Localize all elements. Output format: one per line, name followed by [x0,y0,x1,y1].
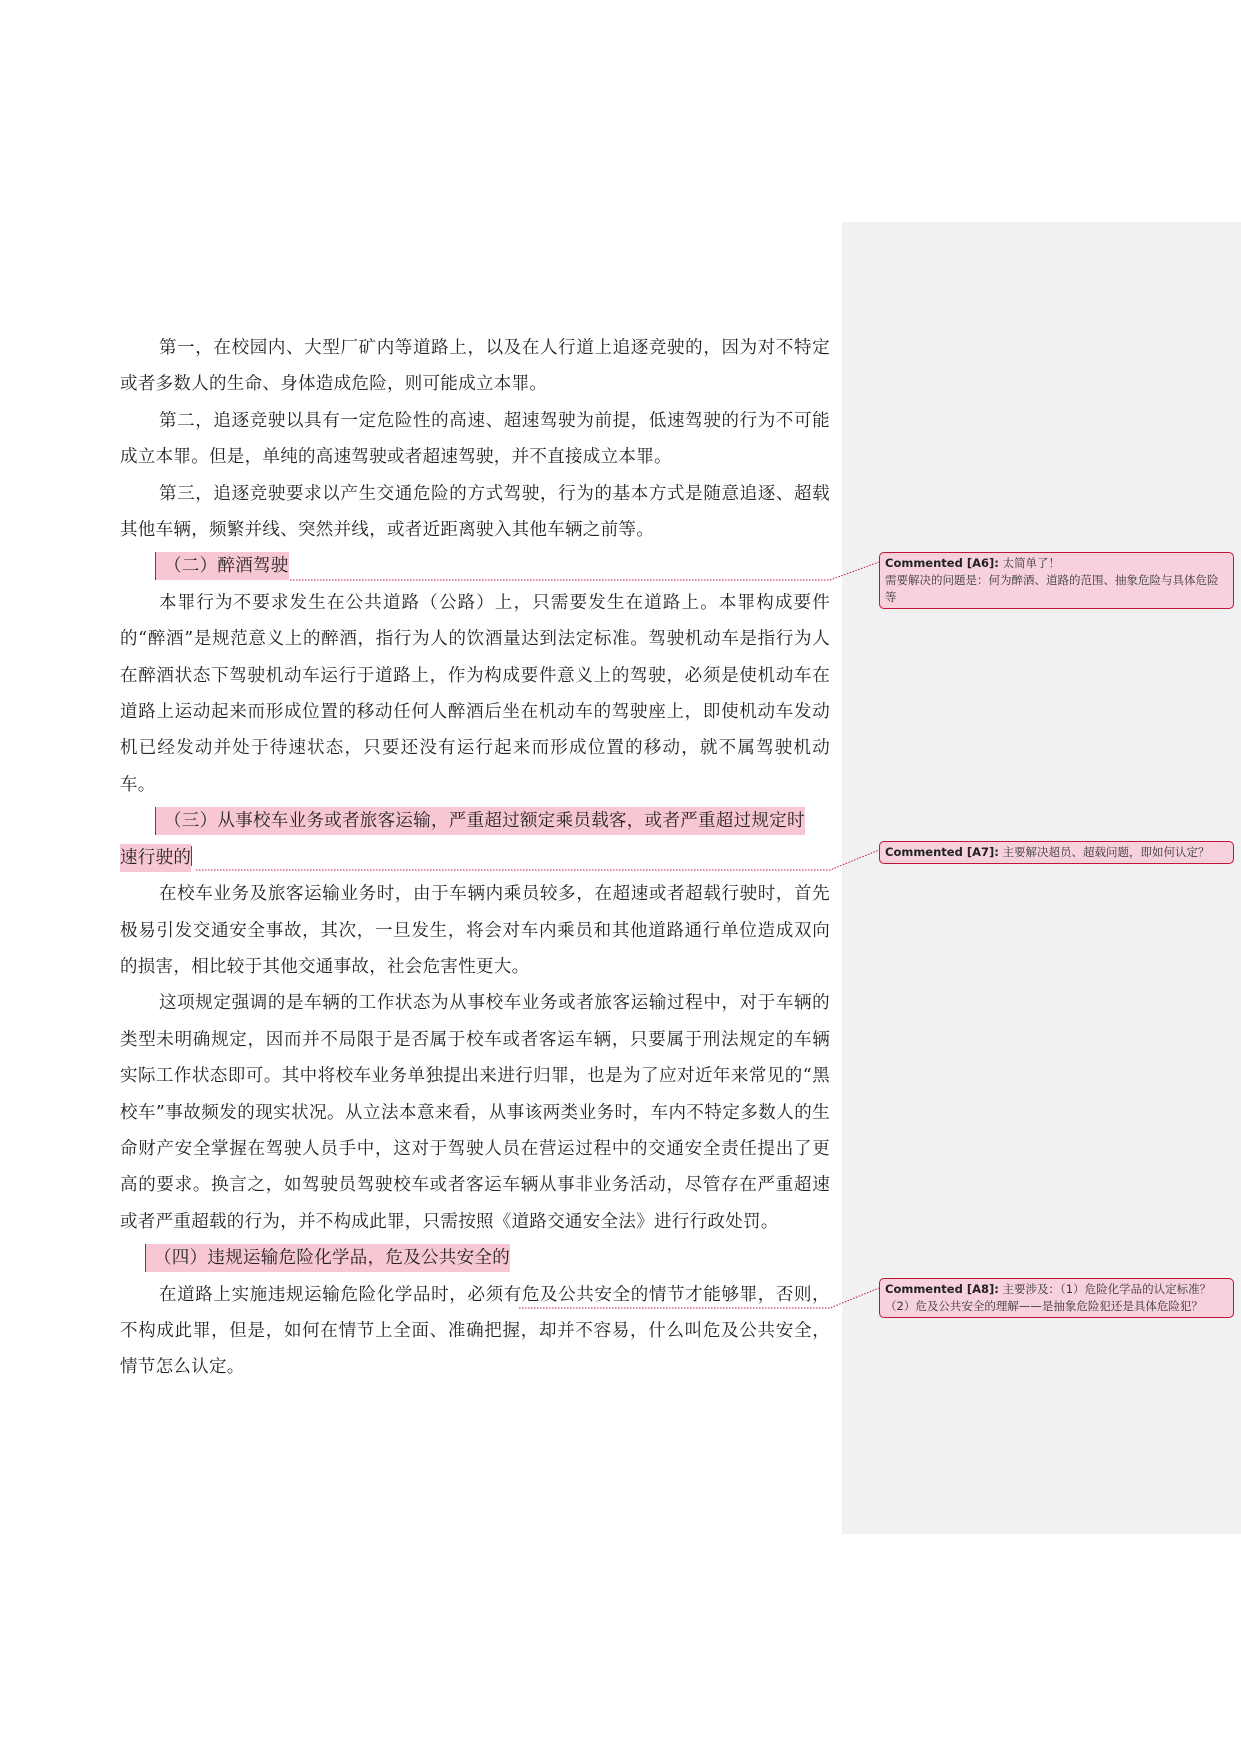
paragraph-school-bus-2: 这项规定强调的是车辆的工作状态为从事校车业务或者旅客运输过程中，对于车辆的类型未明确规定，因而并不局限于是否属于校车或者客运车辆，只要属于刑法规定的车辆实际工作状态即可。其中将校车业务单独提出来进行归罪，也是为了应对近年来常见的“黑校车”事故频发的现实状况。从立法本意来看，从事该两类业务时，车内不特定多数人的生命财产安全掌握在驾驶人员手中，这对于驾驶人员在营运过程中的交通安全责任提出了更高的要求。换言之，如驾驶员驾驶校车或者客运车辆从事非业务活动，尽管存在严重超速或者严重超载的行为，并不构成此罪，只需按照《道路交通安全法》进行行政处罚。 [120,993,830,1232]
paragraph-hazardous-chemicals: 在道路上实施违规运输危险化学品时，必须有危及公共安全的情节才能够罪，否则，不构成此罪，但是，如何在情节上全面、准确把握，却并不容易，什么叫危及公共安全，情节怎么认定。 [120,1284,830,1378]
comment-a8[interactable] [879,1278,1234,1318]
commented-range-a6[interactable]: （二）醉酒驾驶 [155,552,289,580]
comment-a6-text2: 需要解决的问题是：何为醉酒、道路的范围、抽象危险与具体危险等 [885,573,1219,604]
comment-a6-id: Commented [A6]: [885,556,999,570]
heading-hazardous-chemicals[interactable] [120,1240,830,1276]
document-body [120,330,830,1386]
comment-anchor-a7 [191,846,192,866]
comment-margin-pane [842,222,1241,1534]
heading-drunk-driving[interactable] [120,548,830,584]
comment-a6[interactable] [879,552,1234,609]
heading-school-bus[interactable] [120,803,830,839]
commented-range-a8[interactable]: （四）违规运输危险化学品，危及公共安全的 [145,1244,510,1272]
paragraph-school-bus-1: 在校车业务及旅客运输业务时，由于车辆内乘员较多，在超速或者超载行驶时，首先极易引发交通安全事故，其次，一旦发生，将会对车内乘员和其他道路通行单位造成双向的损害，相比较于其他交通事故，社会危害性更大。 [120,884,830,977]
paragraph-first: 第一，在校园内、大型厂矿内等道路上，以及在人行道上追逐竞驶的，因为对不特定或者多数人的生命、身体造成危险，则可能成立本罪。 [120,338,830,395]
paragraph-second: 第二，追逐竞驶以具有一定危险性的高速、超速驾驶为前提，低速驾驶的行为不可能成立本罪。但是，单纯的高速驾驶或者超速驾驶，并不直接成立本罪。 [120,410,830,468]
heading-school-bus-cont[interactable] [120,840,830,876]
comment-a7[interactable] [879,841,1234,864]
paragraph-third: 第三，追逐竞驶要求以产生交通危险的方式驾驶，行为的基本方式是随意追逐、超载其他车辆，频繁并线、突然并线，或者近距离驶入其他车辆之前等。 [120,483,830,541]
comment-a8-id: Commented [A8]: [885,1282,999,1296]
comment-a7-id: Commented [A7]: [885,845,999,859]
paragraph-drunk-driving: 本罪行为不要求发生在公共道路（公路）上，只需要发生在道路上。本罪构成要件的“醉酒”是规范意义上的醉酒，指行为人的饮酒量达到法定标准。驾驶机动车是指行为人在醉酒状态下驾驶机动车运行于道路上，作为构成要件意义上的驾驶，必须是使机动车在道路上运动起来而形成位置的移动任何人醉酒后坐在机动车的驾驶座上，即使机动车发动机已经发动并处于待速状态，只要还没有运行起来而形成位置的移动，就不属驾驶机动车。 [120,592,830,795]
commented-range-a7[interactable]: （三）从事校车业务或者旅客运输，严重超过额定乘员载客，或者严重超过规定时 [155,807,805,835]
comment-a7-text1: 主要解决超员、超载问题，即如何认定？ [1002,845,1210,859]
comment-a6-text1: 太简单了！ [1002,556,1060,570]
comment-a8-text1: 主要涉及：（1）危险化学品的认定标准？（2）危及公共安全的理解——是抽象危险犯还是具体危险犯？ [885,1282,1212,1313]
commented-range-a7-cont[interactable]: 速行驶的 [120,844,191,872]
